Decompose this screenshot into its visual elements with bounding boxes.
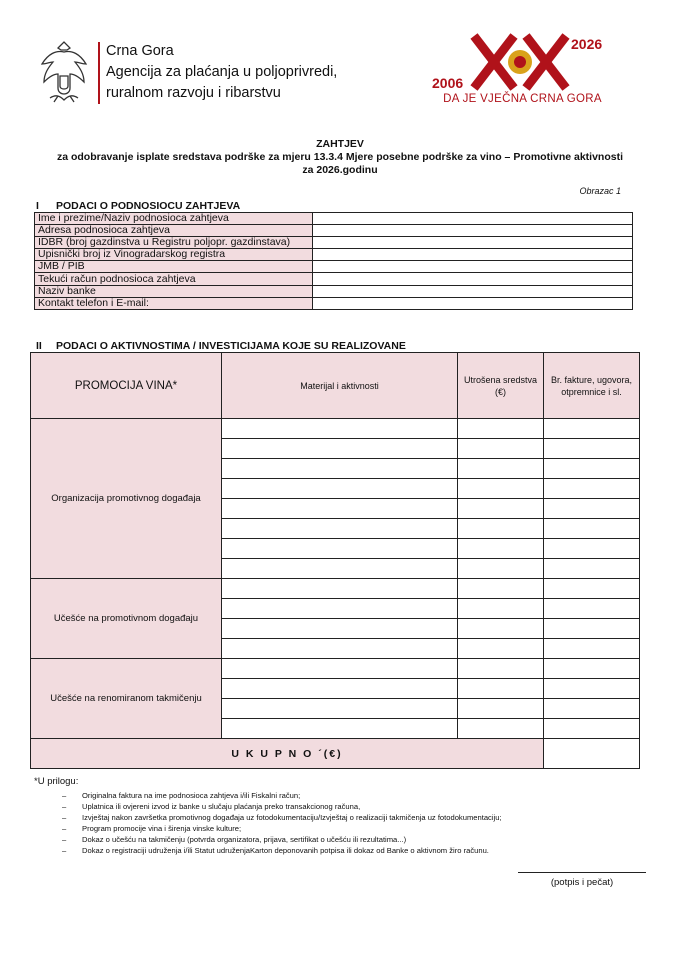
field-label: Ime i prezime/Naziv podnosioca zahtjeva: [35, 213, 313, 225]
applicant-table: [34, 212, 633, 310]
list-item: – Originalna faktura na ime podnosioca zahtjeva i/ili Fiskalni račun;: [62, 790, 502, 801]
amount-cell[interactable]: [458, 539, 544, 559]
list-item: – Dokaz o učešću na takmičenju (potvrda organizatora, prijava, sertifikat o učešću ili rezultatima...): [62, 834, 502, 845]
document-year: za 2026.godinu: [302, 164, 378, 176]
table-row: [35, 261, 633, 273]
activity-cell[interactable]: [222, 419, 458, 439]
field-label: JMB / PIB: [35, 261, 313, 273]
invoice-cell[interactable]: [544, 619, 640, 639]
invoice-cell[interactable]: [544, 559, 640, 579]
logo-year-right: 2026: [571, 36, 603, 52]
field-label: IDBR (broj gazdinstva u Registru poljopr. gazdinstava): [35, 237, 313, 249]
signature-line: [518, 872, 646, 873]
col-header-invoice: Br. fakture, ugovora, otpremnice i sl.: [544, 353, 640, 419]
invoice-cell[interactable]: [544, 419, 640, 439]
invoice-cell[interactable]: [544, 639, 640, 659]
invoice-cell[interactable]: [544, 579, 640, 599]
amount-cell[interactable]: [458, 719, 544, 739]
list-item: – Dokaz o registraciji udruženja i/ili Statut udruženjaKarton deponovanih potpisa ili dokaz od Banke o aktivnom žiro računu.: [62, 845, 502, 856]
activity-group-label: Učešće na renomiranom takmičenju: [31, 659, 222, 739]
amount-cell[interactable]: [458, 419, 544, 439]
activity-cell[interactable]: [222, 559, 458, 579]
activity-cell[interactable]: [222, 699, 458, 719]
total-label: U K U P N O ´(€): [31, 739, 544, 769]
amount-cell[interactable]: [458, 499, 544, 519]
document-title: ZAHTJEV: [316, 138, 364, 150]
field-value[interactable]: [313, 273, 633, 285]
activity-cell[interactable]: [222, 499, 458, 519]
activity-group-label: Organizacija promotivnog događaja: [31, 419, 222, 579]
list-item: – Uplatnica ili ovjereni izvod iz banke u slučaju plaćanja preko transakcionog računa,: [62, 801, 502, 812]
amount-cell[interactable]: [458, 559, 544, 579]
activity-cell[interactable]: [222, 679, 458, 699]
field-value[interactable]: [313, 237, 633, 249]
attachments-list: [62, 790, 502, 857]
amount-cell[interactable]: [458, 699, 544, 719]
table-row: [31, 659, 640, 679]
signature-label: (potpis i pečat): [550, 877, 614, 888]
activity-cell[interactable]: [222, 519, 458, 539]
activity-cell[interactable]: [222, 619, 458, 639]
field-label: Adresa podnosioca zahtjeva: [35, 225, 313, 237]
amount-cell[interactable]: [458, 479, 544, 499]
col-header-promotion: PROMOCIJA VINA*: [31, 353, 222, 419]
table-row: [35, 225, 633, 237]
field-label: Kontakt telefon i E-mail:: [35, 297, 313, 309]
field-value[interactable]: [313, 297, 633, 309]
col-header-spent: Utrošena sredstva (€): [458, 353, 544, 419]
coat-of-arms-icon: [36, 40, 92, 106]
activity-cell[interactable]: [222, 479, 458, 499]
attachments-title: *U prilogu:: [34, 776, 79, 787]
invoice-cell[interactable]: [544, 599, 640, 619]
table-row: [35, 249, 633, 261]
field-value[interactable]: [313, 261, 633, 273]
logo-year-left: 2006: [432, 75, 464, 91]
total-row: [31, 739, 640, 769]
invoice-cell[interactable]: [544, 539, 640, 559]
invoice-cell[interactable]: [544, 439, 640, 459]
table-row: [35, 285, 633, 297]
activity-cell[interactable]: [222, 639, 458, 659]
invoice-cell[interactable]: [544, 679, 640, 699]
amount-cell[interactable]: [458, 579, 544, 599]
amount-cell[interactable]: [458, 519, 544, 539]
activity-cell[interactable]: [222, 439, 458, 459]
invoice-cell[interactable]: [544, 459, 640, 479]
table-header-row: [31, 353, 640, 419]
amount-cell[interactable]: [458, 599, 544, 619]
amount-cell[interactable]: [458, 659, 544, 679]
section1-heading: I PODACI O PODNOSIOCU ZAHTJEVA: [36, 200, 241, 212]
field-label: Tekući račun podnosioca zahtjeva: [35, 273, 313, 285]
table-row: [31, 579, 640, 599]
list-item: – Program promocije vina i širenja vinske kulture;: [62, 823, 502, 834]
table-row: [35, 213, 633, 225]
document-subtitle: za odobravanje isplate sredstava podrške za mjeru 13.3.4 Mjere posebne podrške za vino – Promotivne aktivnosti: [56, 151, 624, 163]
table-row: [31, 419, 640, 439]
field-label: Naziv banke: [35, 285, 313, 297]
field-value[interactable]: [313, 249, 633, 261]
invoice-cell[interactable]: [544, 479, 640, 499]
invoice-cell[interactable]: [544, 519, 640, 539]
total-value[interactable]: [544, 739, 640, 769]
activity-cell[interactable]: [222, 659, 458, 679]
activity-cell[interactable]: [222, 539, 458, 559]
activity-group-label: Učešće na promotivnom događaju: [31, 579, 222, 659]
header-divider: [98, 42, 100, 104]
list-item: – Izvještaj nakon završetka promotivnog događaja uz fotodokumentaciju/Izvještaj o realizaciji takmičenja uz fotodokumentaciju;: [62, 812, 502, 823]
table-row: [35, 297, 633, 309]
amount-cell[interactable]: [458, 459, 544, 479]
field-label: Upisnički broj iz Vinogradarskog registra: [35, 249, 313, 261]
table-row: [35, 273, 633, 285]
field-value[interactable]: [313, 285, 633, 297]
invoice-cell[interactable]: [544, 719, 640, 739]
organization-name: Crna Gora Agencija za plaćanja u poljoprivredi, ruralnom razvoju i ribarstvu: [106, 43, 338, 101]
form-number: Obrazac 1: [579, 186, 621, 196]
amount-cell[interactable]: [458, 439, 544, 459]
amount-cell[interactable]: [458, 619, 544, 639]
activity-cell[interactable]: [222, 579, 458, 599]
amount-cell[interactable]: [458, 639, 544, 659]
activity-cell[interactable]: [222, 719, 458, 739]
activities-table: [30, 352, 640, 769]
field-value[interactable]: [313, 213, 633, 225]
activity-cell[interactable]: [222, 599, 458, 619]
amount-cell[interactable]: [458, 679, 544, 699]
invoice-cell[interactable]: [544, 659, 640, 679]
table-row: [35, 237, 633, 249]
field-value[interactable]: [313, 225, 633, 237]
activity-cell[interactable]: [222, 459, 458, 479]
invoice-cell[interactable]: [544, 499, 640, 519]
logo-slogan: DA JE VJEČNA CRNA GORA: [443, 93, 602, 105]
section2-heading: II PODACI O AKTIVNOSTIMA / INVESTICIJAMA KOJE SU REALIZOVANE: [36, 340, 406, 352]
invoice-cell[interactable]: [544, 699, 640, 719]
col-header-activities: Materijal i aktivnosti: [222, 353, 458, 419]
